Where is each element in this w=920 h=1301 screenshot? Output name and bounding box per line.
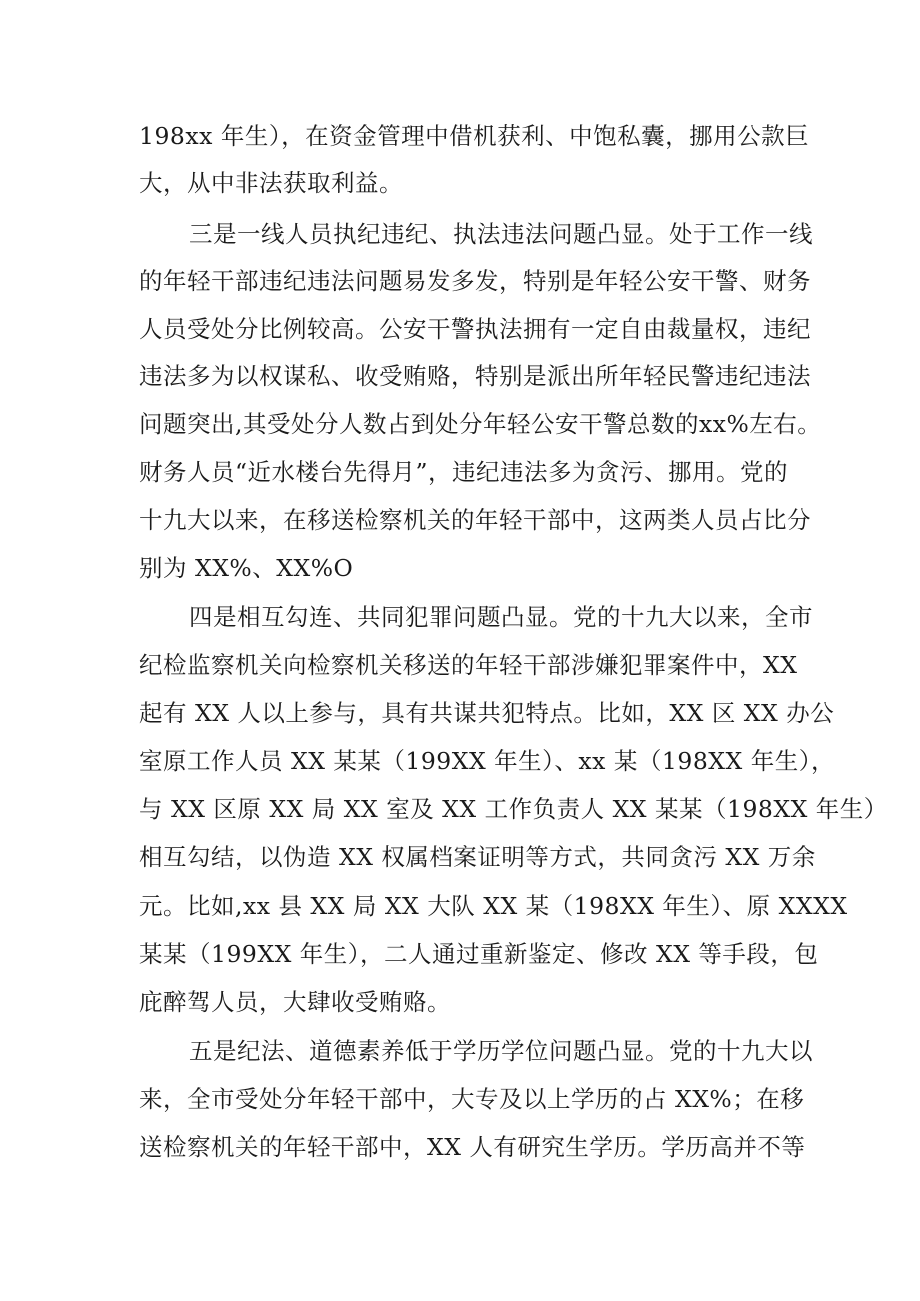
text-line: 十九大以来，在移送检察机关的年轻干部中，这两类人员占比分 xyxy=(139,506,811,534)
text-line: 某某（199XX 年生），二人通过重新鉴定、修改 XX 等手段，包 xyxy=(139,940,819,968)
paragraph-heading-line: 四是相互勾连、共同犯罪问题凸显。党的十九大以来，全市 xyxy=(189,603,813,631)
paragraph-heading-line: 五是纪法、道德素养低于学历学位问题凸显。党的十九大以 xyxy=(189,1037,813,1065)
text-line: 的年轻干部违纪违法问题易发多发，特别是年轻公安干警、财务 xyxy=(139,267,811,295)
paragraph-heading-line: 三是一线人员执纪违纪、执法违法问题凸显。处于工作一线 xyxy=(189,220,813,248)
text-line: 室原工作人员 XX 某某（199XX 年生）、xx 某（198XX 年生）， xyxy=(139,747,835,775)
text-line: 元。比如,xx 县 XX 局 XX 大队 XX 某（198XX 年生）、原 XXXX xyxy=(139,892,848,920)
text-line: 人员受处分比例较高。公安干警执法拥有一定自由裁量权，违纪 xyxy=(139,315,811,343)
text-line: 与 XX 区原 XX 局 XX 室及 XX 工作负责人 XX 某某（198XX 年生） xyxy=(139,795,888,823)
text-line: 庇醉驾人员，大肆收受贿赂。 xyxy=(139,988,451,1016)
text-line: 纪检监察机关向检察机关移送的年轻干部涉嫌犯罪案件中，XX xyxy=(139,651,798,679)
text-line: 相互勾结，以伪造 XX 权属档案证明等方式，共同贪污 XX 万余 xyxy=(139,843,816,871)
text-line: 违法多为以权谋私、收受贿赂，特别是派出所年轻民警违纪违法 xyxy=(139,362,811,390)
text-line: 财务人员“近水楼台先得月”，违纪违法多为贪污、挪用。党的 xyxy=(139,458,789,486)
text-line: 大，从中非法获取利益。 xyxy=(139,169,403,197)
text-line: 198xx 年生），在资金管理中借机获利、中饱私囊，挪用公款巨 xyxy=(139,122,810,150)
text-line: 来，全市受处分年轻干部中，大专及以上学历的占 XX%；在移 xyxy=(139,1085,805,1113)
text-line: 送检察机关的年轻干部中，XX 人有研究生学历。学历高并不等 xyxy=(139,1133,806,1161)
text-line: 问题突出,其受处分人数占到处分年轻公安干警总数的xx%左右。 xyxy=(139,410,822,438)
text-line: 起有 XX 人以上参与，具有共谋共犯特点。比如，XX 区 XX 办公 xyxy=(139,699,835,727)
text-line: 别为 XX%、XX%O xyxy=(139,554,354,582)
